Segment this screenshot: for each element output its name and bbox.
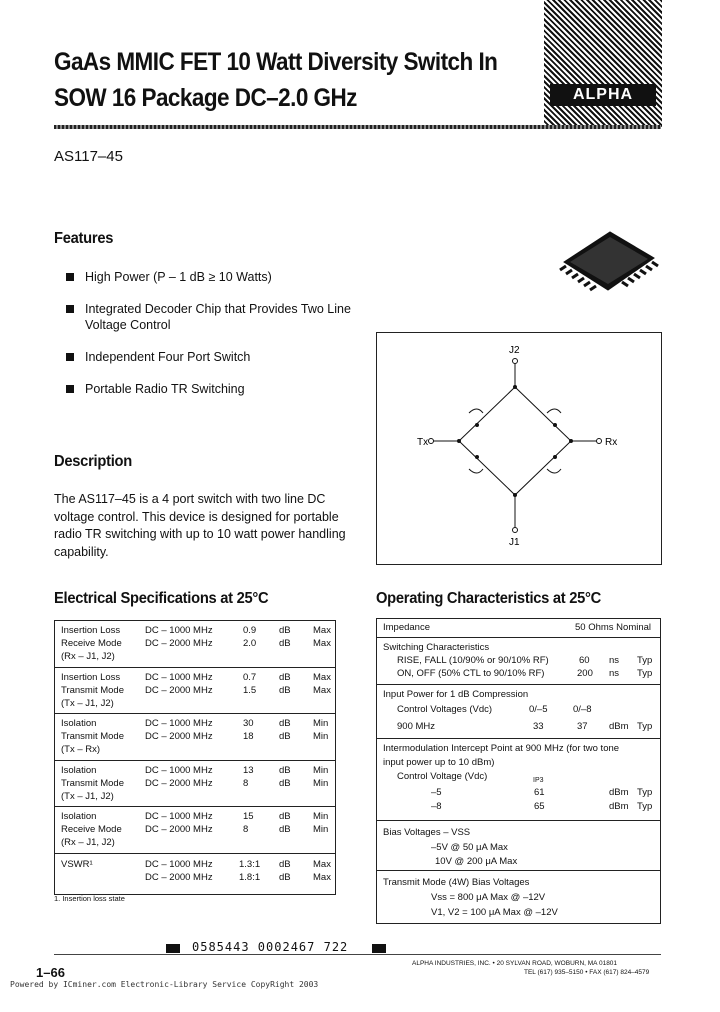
spec-value: 0.9 — [243, 625, 257, 636]
spec-freq: DC – 2000 MHz — [145, 871, 213, 883]
spec-freq: DC – 1000 MHz — [145, 858, 213, 870]
spec-block — [55, 807, 335, 854]
op-value: 33 — [533, 721, 544, 732]
port-label-j2: J2 — [509, 345, 520, 356]
barcode-mark-right — [372, 944, 386, 953]
op-value: 10V @ 200 μA Max — [435, 856, 518, 867]
spec-limit: Min — [313, 764, 329, 776]
spec-limit: Min — [313, 777, 329, 789]
spec-unit: dB — [279, 824, 291, 835]
op-label: RISE, FALL (10/90% or 90/10% RF) — [397, 655, 549, 666]
spec-unit: dB — [279, 777, 291, 789]
op-section-bias — [377, 821, 660, 871]
spec-param: Isolation — [61, 764, 97, 776]
op-limit: Typ — [637, 668, 653, 679]
spec-freq: DC – 1000 MHz — [145, 671, 213, 683]
op-section-intermod — [377, 739, 660, 821]
op-label: Intermodulation Intercept Point at 900 MHz (for two tone — [383, 743, 620, 754]
op-value: 61 — [534, 787, 545, 798]
op-label: IP3 — [533, 777, 544, 784]
spec-value: 30 — [243, 718, 254, 729]
op-label: Bias Voltages – VSS — [383, 827, 471, 838]
spec-block — [55, 761, 335, 808]
spec-value: 18 — [243, 731, 254, 742]
op-limit: Typ — [637, 787, 653, 798]
spec-param: Insertion Loss — [61, 671, 121, 683]
switch-diagram — [376, 332, 662, 565]
spec-unit: dB — [279, 731, 291, 742]
spec-limit: Max — [313, 625, 331, 636]
spec-limit: Max — [313, 858, 331, 870]
op-value: –5V @ 50 μA Max — [431, 842, 508, 853]
spec-unit: dB — [279, 858, 291, 870]
feature-text: High Power (P – 1 dB ≥ 10 Watts) — [85, 270, 272, 284]
op-section-impedance — [377, 619, 660, 638]
op-limit: Typ — [637, 721, 653, 732]
spec-freq: DC – 2000 MHz — [145, 824, 213, 835]
spec-block — [55, 854, 335, 894]
elec-specs-table — [54, 620, 336, 895]
spec-freq: DC – 2000 MHz — [145, 777, 213, 789]
spec-unit: dB — [279, 718, 291, 729]
barcode-number: 0585443 0002467 722 — [192, 940, 349, 954]
spec-param: (Tx – Rx) — [61, 744, 101, 755]
part-number: AS117–45 — [54, 148, 123, 165]
spec-param: (Rx – J1, J2) — [61, 837, 115, 848]
spec-unit: dB — [279, 811, 291, 822]
op-value: 37 — [577, 721, 588, 732]
port-label-tx: Tx — [417, 437, 429, 448]
spec-value: 15 — [243, 811, 254, 822]
op-label: Impedance — [383, 622, 431, 633]
spec-value: 8 — [243, 824, 249, 835]
spec-block — [55, 714, 335, 761]
page-number: 1–66 — [36, 965, 65, 980]
op-unit: ns — [609, 655, 620, 666]
switch-diagram-svg — [377, 333, 661, 564]
spec-freq: DC – 1000 MHz — [145, 718, 213, 729]
spec-limit: Max — [313, 871, 331, 883]
spec-param: Receive Mode — [61, 638, 122, 649]
op-unit: dBm — [609, 721, 629, 732]
spec-limit: Max — [313, 684, 331, 696]
spec-freq: DC – 1000 MHz — [145, 625, 213, 636]
spec-value: 1.5 — [243, 684, 257, 696]
page-title-line2: SOW 16 Package DC–2.0 GHz — [54, 84, 357, 112]
spec-freq: DC – 1000 MHz — [145, 811, 213, 822]
op-value: V1, V2 = 100 μA Max @ –12V — [431, 907, 558, 918]
spec-param: Transmit Mode — [61, 684, 124, 696]
spec-param: Receive Mode — [61, 824, 122, 835]
feature-text: Portable Radio TR Switching — [85, 382, 245, 396]
op-label: 900 MHz — [397, 721, 436, 732]
feature-text: Integrated Decoder Chip that Provides Two Line — [85, 302, 351, 316]
company-phone: TEL (617) 935–5150 • FAX (617) 824–4579 — [524, 969, 650, 976]
op-unit: dBm — [609, 787, 629, 798]
op-label: ON, OFF (50% CTL to 90/10% RF) — [397, 668, 545, 679]
op-value: –8 — [431, 801, 442, 812]
op-value: 0/–5 — [529, 704, 548, 715]
bullet-icon — [66, 385, 74, 393]
spec-limit: Max — [313, 638, 331, 649]
spec-param: (Rx – J1, J2) — [61, 651, 115, 662]
spec-block — [55, 621, 335, 668]
spec-value: 8 — [243, 777, 249, 789]
bullet-icon — [66, 305, 74, 313]
op-label: Control Voltage (Vdc) — [397, 771, 488, 782]
op-value: Vss = 800 μA Max @ –12V — [431, 892, 546, 903]
spec-footnote: 1. Insertion loss state — [54, 894, 125, 903]
description-heading: Description — [54, 453, 132, 470]
spec-value: 2.0 — [243, 638, 257, 649]
spec-param: (Tx – J1, J2) — [61, 697, 114, 709]
spec-param: Transmit Mode — [61, 777, 124, 789]
feature-text-cont: Voltage Control — [85, 318, 171, 332]
op-section-switching — [377, 638, 660, 685]
spec-limit: Min — [313, 731, 329, 742]
header-rule — [54, 125, 661, 129]
spec-param: VSWR¹ — [61, 858, 93, 870]
powered-by-note: Powered by ICminer.com Electronic-Library Service CopyRight 2003 — [10, 980, 319, 989]
op-label: Transmit Mode (4W) Bias Voltages — [383, 877, 530, 888]
spec-unit: dB — [279, 638, 291, 649]
op-unit: ns — [609, 668, 620, 679]
spec-value: 1.8:1 — [239, 871, 261, 883]
features-heading: Features — [54, 230, 114, 247]
op-value: 0/–8 — [573, 704, 592, 715]
spec-limit: Min — [313, 718, 329, 729]
spec-value: 13 — [243, 764, 254, 776]
spec-unit: dB — [279, 871, 291, 883]
spec-limit: Max — [313, 671, 331, 683]
op-value: –5 — [431, 787, 442, 798]
op-value: 200 — [577, 668, 593, 679]
description-text: The AS117–45 is a 4 port switch with two line DC voltage control. This device is designed for portable radio TR switching with up to 10 watt power handling capability. — [54, 492, 346, 559]
op-value: 50 Ohms Nominal — [575, 622, 652, 633]
elec-specs-heading: Electrical Specifications at 25°C — [54, 590, 269, 607]
spec-param: (Tx – J1, J2) — [61, 790, 114, 802]
footer-rule — [54, 954, 661, 955]
logo-text: ALPHA — [550, 84, 656, 106]
port-label-j1: J1 — [509, 537, 520, 548]
page-title-line1: GaAs MMIC FET 10 Watt Diversity Switch In — [54, 48, 498, 76]
op-unit: dBm — [609, 801, 629, 812]
bullet-icon — [66, 273, 74, 281]
spec-param: Transmit Mode — [61, 731, 124, 742]
spec-unit: dB — [279, 684, 291, 696]
op-limit: Typ — [637, 801, 653, 812]
op-value: 60 — [579, 655, 590, 666]
port-label-rx: Rx — [605, 437, 618, 448]
company-logo — [544, 0, 662, 128]
op-value: 65 — [534, 801, 545, 812]
barcode-mark-left — [166, 944, 180, 953]
spec-param: Isolation — [61, 811, 97, 822]
bullet-icon — [66, 353, 74, 361]
spec-param: Insertion Loss — [61, 625, 121, 636]
spec-freq: DC – 2000 MHz — [145, 684, 213, 696]
op-chars-heading: Operating Characteristics at 25°C — [376, 590, 602, 607]
spec-block — [55, 668, 335, 715]
spec-unit: dB — [279, 625, 291, 636]
feature-text: Independent Four Port Switch — [85, 350, 251, 364]
op-section-transmit — [377, 871, 660, 923]
spec-freq: DC – 2000 MHz — [145, 731, 213, 742]
spec-unit: dB — [279, 671, 291, 683]
spec-unit: dB — [279, 764, 291, 776]
spec-limit: Min — [313, 824, 329, 835]
op-label: Switching Characteristics — [383, 642, 490, 653]
op-label: input power up to 10 dBm) — [383, 757, 495, 768]
spec-freq: DC – 1000 MHz — [145, 764, 213, 776]
spec-param: Isolation — [61, 718, 97, 729]
op-label: Input Power for 1 dB Compression — [383, 689, 529, 700]
package-chip-illustration — [550, 222, 665, 302]
spec-value: 0.7 — [243, 671, 257, 683]
spec-value: 1.3:1 — [239, 858, 261, 870]
spec-freq: DC – 2000 MHz — [145, 638, 213, 649]
op-chars-table — [376, 618, 661, 924]
op-label: Control Voltages (Vdc) — [397, 704, 493, 715]
op-limit: Typ — [637, 655, 653, 666]
company-address: ALPHA INDUSTRIES, INC. • 20 SYLVAN ROAD, WOBURN, MA 01801 — [412, 960, 618, 967]
op-section-compression — [377, 685, 660, 739]
spec-limit: Min — [313, 811, 329, 822]
